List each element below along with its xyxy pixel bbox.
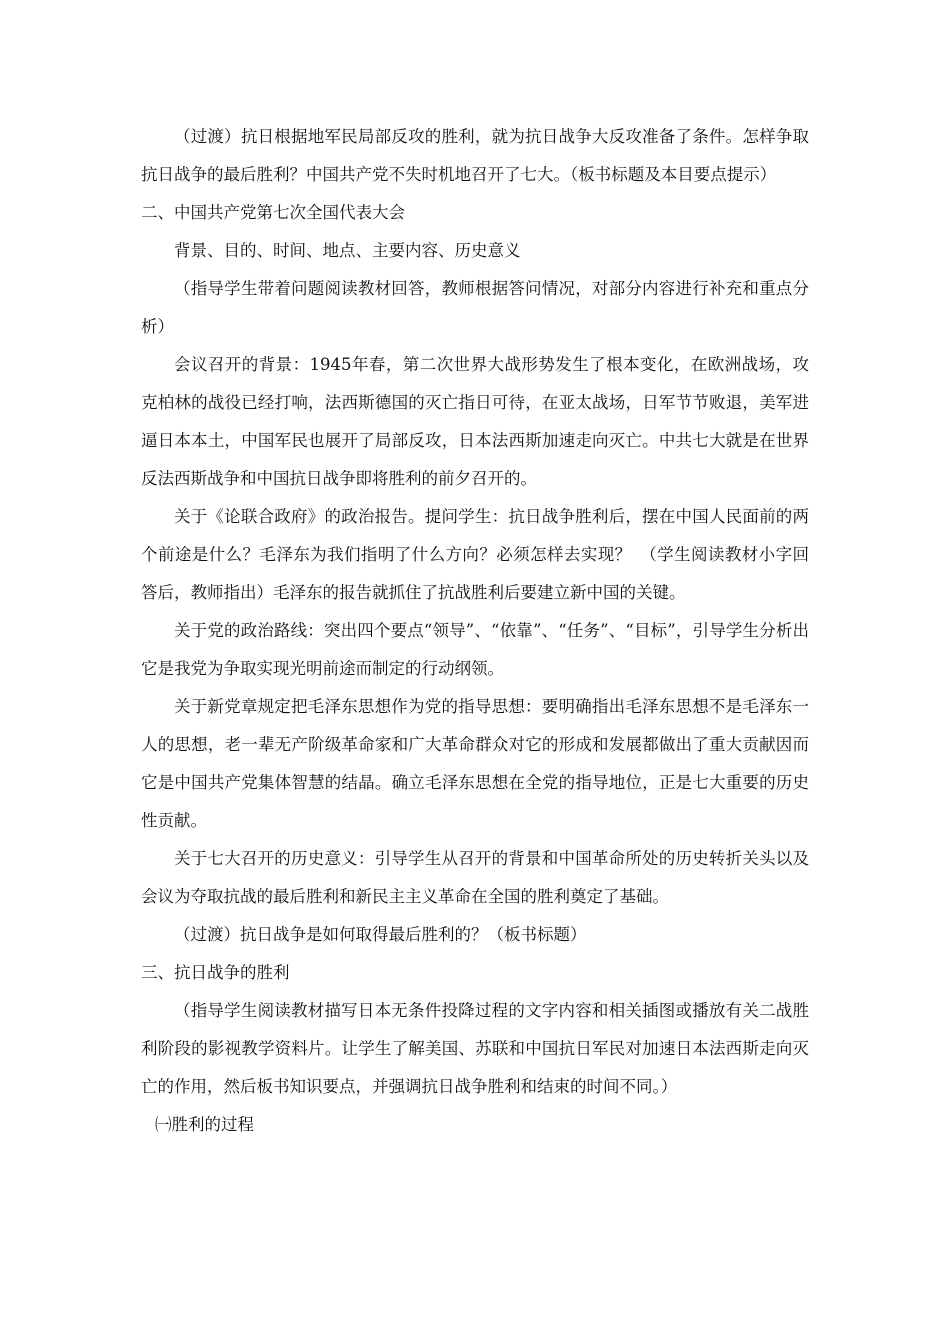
paragraph-outline: 背景、目的、时间、地点、主要内容、历史意义 (174, 241, 521, 260)
paragraph-significance: 关于七大召开的历史意义：引导学生从召开的背景和中国革命所处的历史转折关头以及会议为夺取抗战的最后胜利和新民主主义革命在全国的胜利奠定了基础。 (141, 849, 809, 906)
paragraph-report: 关于《论联合政府》的政治报告。提问学生：抗日战争胜利后，摆在中国人民面前的两个前途是什么？毛泽东为我们指明了什么方向？必须怎样去实现？ （学生阅读教材小字回答后，教师指出）毛泽东的报告就抓住了抗战胜利后要建立新中国的关键。 (141, 507, 809, 602)
paragraph-party-constitution: 关于新党章规定把毛泽东思想作为党的指导思想：要明确指出毛泽东思想不是毛泽东一人的思想，老一辈无产阶级革命家和广大革命群众对它的形成和发展都做出了重大贡献因而它是中国共产党集体智慧的结晶。确立毛泽东思想在全党的指导地位，正是七大重要的历史性贡献。 (141, 697, 809, 830)
subsection-heading-1: ㈠胜利的过程 (155, 1115, 254, 1134)
paragraph-guidance-2: （指导学生阅读教材描写日本无条件投降过程的文字内容和相关插图或播放有关二战胜利阶段的影视教学资料片。让学生了解美国、苏联和中国抗日军民对加速日本法西斯走向灭亡的作用，然后板书知识要点，并强调抗日战争胜利和结束的时间不同。） (141, 1001, 809, 1096)
paragraph-transition-2: （过渡）抗日战争是如何取得最后胜利的？（板书标题） (174, 925, 587, 944)
document-page (141, 118, 809, 1144)
paragraph-transition-1: （过渡）抗日根据地军民局部反攻的胜利，就为抗日战争大反攻准备了条件。怎样争取抗日战争的最后胜利？中国共产党不失时机地召开了七大。（板书标题及本目要点提示） (141, 127, 809, 184)
section-heading-3: 三、抗日战争的胜利 (141, 963, 290, 982)
section-heading-2: 二、中国共产党第七次全国代表大会 (141, 203, 405, 222)
paragraph-guidance-1: （指导学生带着问题阅读教材回答，教师根据答问情况，对部分内容进行补充和重点分析） (141, 279, 809, 336)
paragraph-political-line: 关于党的政治路线：突出四个要点“领导”、“依靠”、“任务”、“目标”，引导学生分析出它是我党为争取实现光明前途而制定的行动纲领。 (141, 621, 809, 678)
paragraph-background: 会议召开的背景：1945年春，第二次世界大战形势发生了根本变化，在欧洲战场，攻克柏林的战役已经打响，法西斯德国的灭亡指日可待，在亚太战场，日军节节败退，美军进逼日本本土，中国军民也展开了局部反攻，日本法西斯加速走向灭亡。中共七大就是在世界反法西斯战争和中国抗日战争即将胜利的前夕召开的。 (141, 355, 809, 488)
